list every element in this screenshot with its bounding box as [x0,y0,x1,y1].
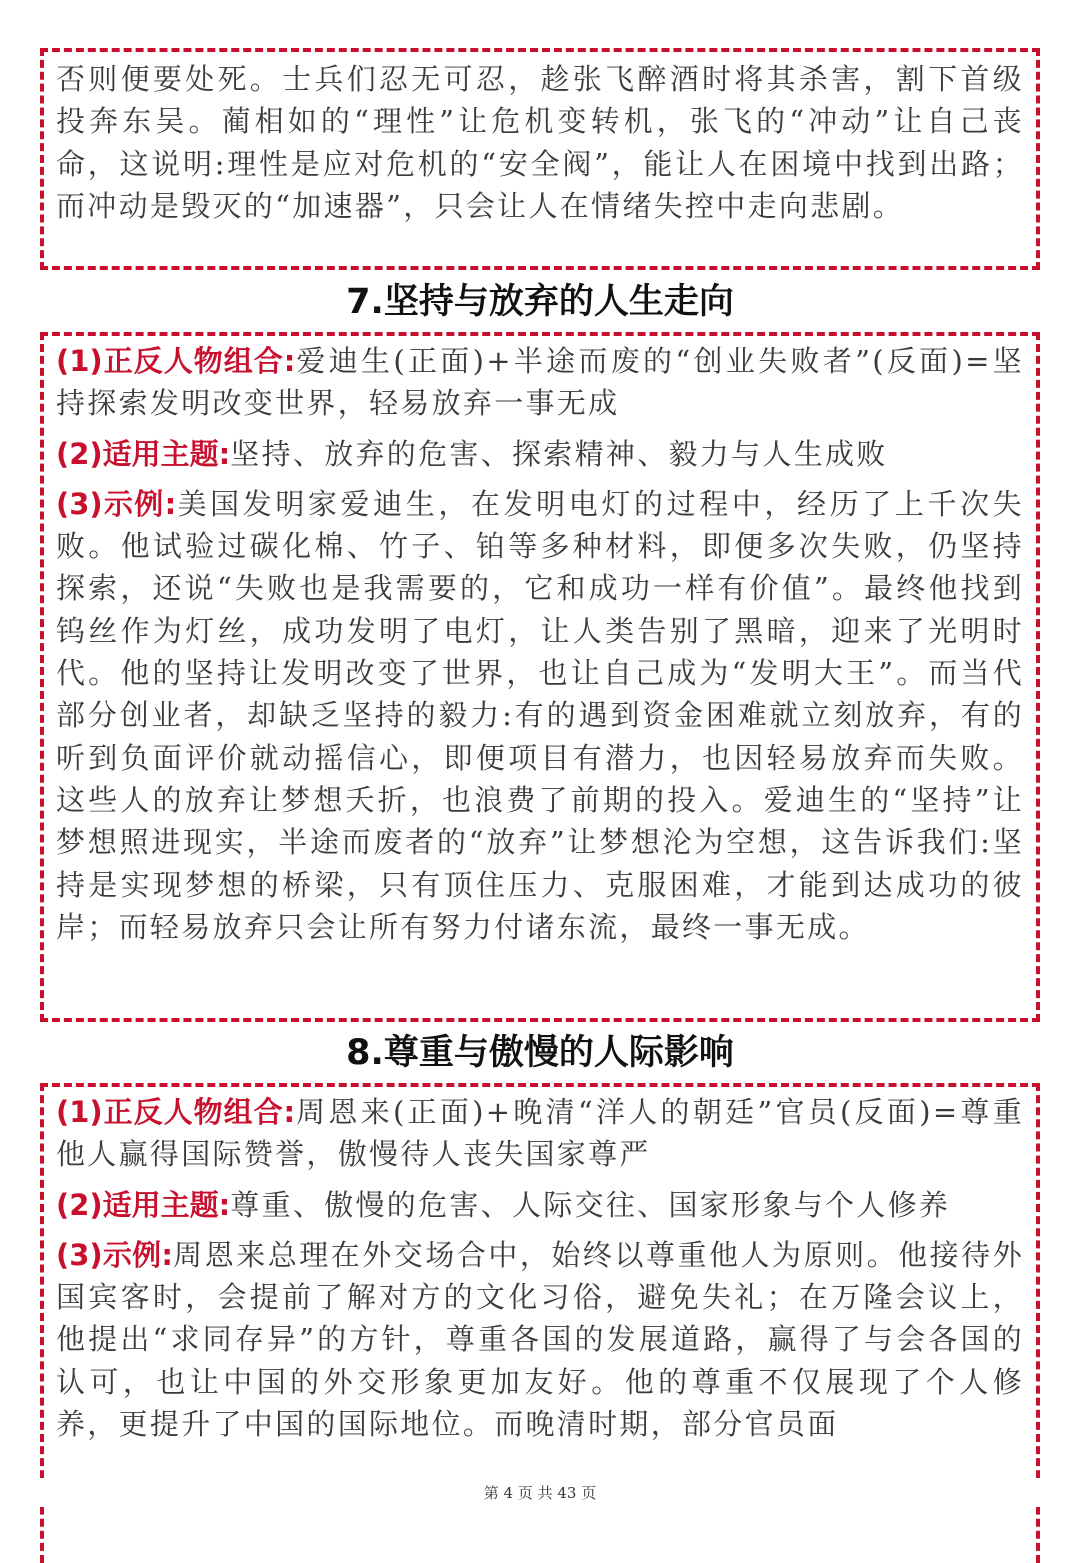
section-7-example [56,483,1024,948]
section-7-title: 7.坚持与放弃的人生走向 [346,282,734,322]
section-8-combo [56,1091,1024,1176]
section-7-theme-text: 坚持、放弃的危害、探索精神、毅力与人生成败 [230,436,888,471]
section-8-example-label: (3)示例: [56,1237,173,1272]
section-8-theme [56,1184,1024,1226]
section-7-combo-label: (1)正反人物组合: [56,344,296,378]
section-8-combo-label: (1)正反人物组合: [56,1095,296,1129]
section-8-theme-text: 尊重、傲慢的危害、人际交往、国家形象与个人修养 [230,1187,951,1222]
section-7-theme [56,433,1024,475]
section-8-title: 8.尊重与傲慢的人际影响 [346,1033,734,1073]
intro-box [40,48,1040,270]
section-8-combo-text: 周恩来(正面)+晚清“洋人的朝廷”官员(反面)=尊重他人赢得国际赞誉，傲慢待人丧失国家尊严 [56,1095,1024,1172]
page-number-footer: 第 4 页 共 43 页 [0,1478,1080,1507]
section-7-example-label: (3)示例: [56,486,177,521]
section-7-example-text: 美国发明家爱迪生，在发明电灯的过程中，经历了上千次失败。他试验过碳化棉、竹子、铂等多种材料，即便多次失败，仍坚持探索，还说“失败也是我需要的，它和成功一样有价值”。最终他找到钨丝作为灯丝，成功发明了电灯，让人类告别了黑暗，迎来了光明时代。他的坚持让发明改变了世界，也让自己成为“发明大王”。而当代部分创业者，却缺乏坚持的毅力:有的遇到资金困难就立刻放弃，有的听到负面评价就动摇信心，即便项目有潜力，也因轻易放弃而失败。这些人的放弃让梦想夭折，也浪费了前期的投入。爱迪生的“坚持”让梦想照进现实，半途而废者的“放弃”让梦想沦为空想，这告诉我们:坚持是实现梦想的桥梁，只有顶住压力、克服困难，才能到达成功的彼岸；而轻易放弃只会让所有努力付诸东流，最终一事无成。 [56,486,1024,944]
section-7-theme-label: (2)适用主题: [56,436,231,471]
section-7-combo-text: 爱迪生(正面)+半途而废的“创业失败者”(反面)=坚持探索发明改变世界，轻易放弃一事无成 [56,344,1024,421]
section-8-example-text: 周恩来总理在外交场合中，始终以尊重他人为原则。他接待外国宾客时，会提前了解对方的文化习俗，避免失礼；在万隆会议上，他提出“求同存异”的方针，尊重各国的发展道路，赢得了与会各国的认可，也让中国的外交形象更加友好。他的尊重不仅展现了个人修养，更提升了中国的国际地位。而晚清时期，部分官员面 [56,1237,1024,1442]
section-8-theme-label: (2)适用主题: [56,1187,231,1222]
section-7-combo [56,340,1024,425]
section-7-box [40,332,1040,1022]
section-8-example [56,1234,1024,1445]
intro-paragraph: 否则便要处死。士兵们忍无可忍，趁张飞醉酒时将其杀害，割下首级投奔东吴。蔺相如的“理性”让危机变转机，张飞的“冲动”让自己丧命，这说明:理性是应对危机的“安全阀”，能让人在困境中找到出路；而冲动是毁灭的“加速器”，只会让人在情绪失控中走向悲剧。 [56,62,1024,223]
